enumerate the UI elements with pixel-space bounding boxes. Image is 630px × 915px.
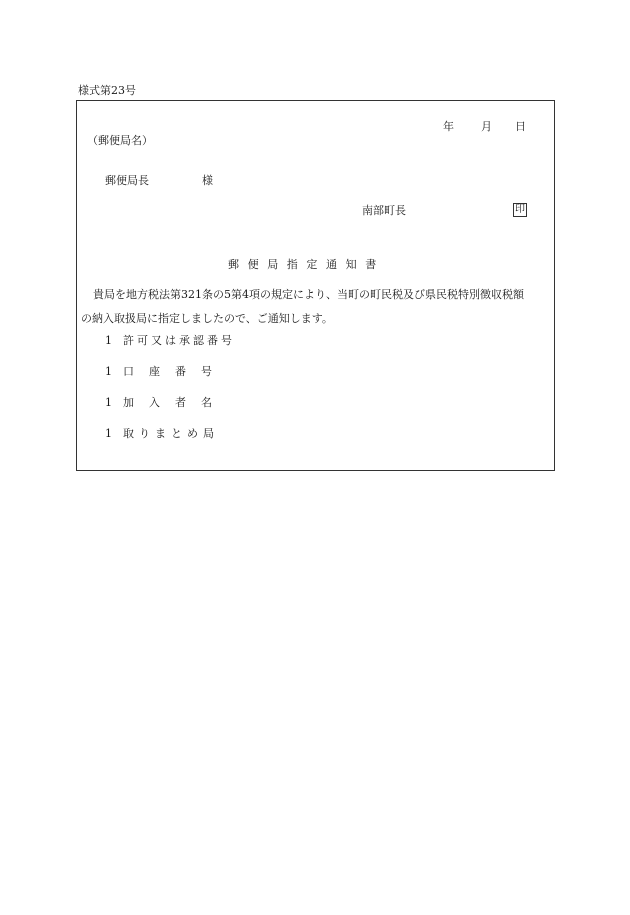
- list-item-label: 取りまとめ局: [123, 427, 219, 440]
- body-text-line-2: の納入取扱局に指定しましたので、ご通知します。: [81, 312, 333, 325]
- document-title: 郵便局指定通知書: [228, 258, 385, 271]
- list-item-label: 加入者名: [123, 396, 227, 409]
- date-year-label: 年: [443, 120, 454, 133]
- list-item-number: 1: [105, 427, 112, 440]
- body-text-line-1: 貴局を地方税法第321条の5第4項の規定により、当町の町民税及び県民税特別徴収税額: [93, 288, 524, 301]
- list-item-label: 口座番号: [123, 365, 227, 378]
- addressee: 郵便局長: [105, 174, 149, 187]
- list-item-number: 1: [105, 396, 112, 409]
- list-item-label: 許可又は承認番号: [123, 334, 235, 347]
- form-number: 様式第23号: [78, 84, 136, 97]
- seal-mark: 印: [515, 204, 525, 215]
- list-item-number: 1: [105, 334, 112, 347]
- list-item-number: 1: [105, 365, 112, 378]
- honorific: 様: [202, 174, 213, 187]
- post-office-name: （郵便局名）: [87, 134, 153, 147]
- date-day-label: 日: [515, 120, 526, 133]
- issuer-title: 南部町長: [362, 204, 406, 217]
- notice-frame: [76, 100, 555, 471]
- date-month-label: 月: [481, 120, 492, 133]
